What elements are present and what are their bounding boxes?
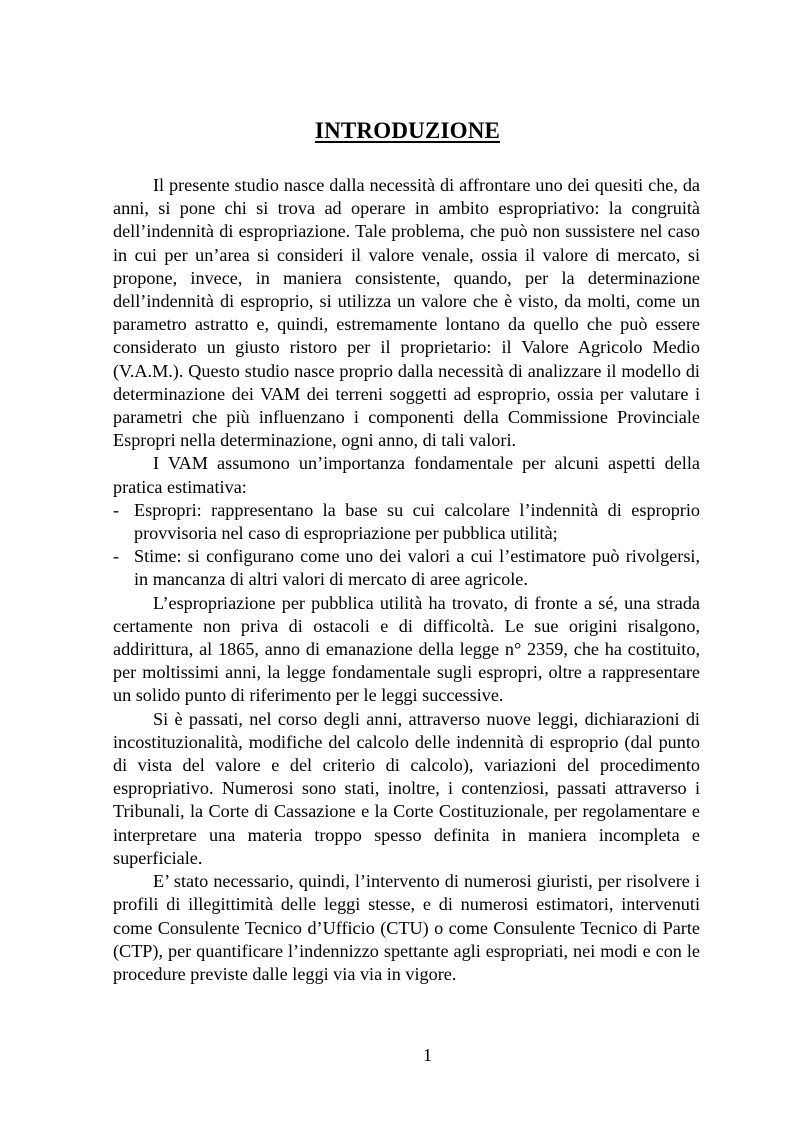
page-title: INTRODUZIONE bbox=[314, 118, 501, 143]
document-body bbox=[113, 174, 700, 986]
list-item bbox=[113, 545, 700, 591]
list-item-text: Espropri: rappresentano la base su cui calcolare l’indennità di esproprio provvisoria nel caso di espropriazione per pubblica utilità; bbox=[134, 499, 700, 544]
page-number: 1 bbox=[423, 1045, 432, 1065]
list-item-text: Stime: si configurano come uno dei valori a cui l’estimatore può rivolgersi, in mancanza di altri valori di mercato di aree agricole. bbox=[134, 546, 700, 590]
paragraph-2: I VAM assumono un’importanza fondamentale per alcuni aspetti della pratica estimativa: bbox=[113, 453, 700, 497]
paragraph-4: Si è passati, nel corso degli anni, attraverso nuove leggi, dichiarazioni di incostituzionalità, modifiche del calcolo delle indennità di esproprio (dal punto di vista del valore e del criterio di calcolo), variazioni del procedimento espropriativo. Numerosi sono stati, inoltre, i contenziosi, passati attraverso i Tribunali, la Corte di Cassazione e la Corte Costituzionale, per regolamentare e interpretare una materia troppo spesso definita in maniera incompleta e superficiale. bbox=[113, 708, 700, 868]
paragraph-3: L’espropriazione per pubblica utilità ha trovato, di fronte a sé, una strada certamente non priva di ostacoli e di difficoltà. Le sue origini risalgono, addirittura, al 1865, anno di emanazione della legge n° 2359, che ha costituito, per moltissimi anni, la legge fondamentale sugli espropri, oltre a rappresentare un solido punto di riferimento per le leggi successive. bbox=[113, 592, 700, 706]
list-marker: - bbox=[113, 546, 120, 567]
bullet-list bbox=[113, 499, 700, 592]
paragraph-1: Il presente studio nasce dalla necessità di affrontare uno dei quesiti che, da anni, si pone chi si trova ad operare in ambito espropriativo: la congruità dell’indennità di espropriazione. Tale problema, che può non sussistere nel caso in cui per un’area si consideri il valore venale, ossia il valore di mercato, si propone, invece, in maniera consistente, quando, per la determinazione dell’indennità di esproprio, si utilizza un valore che è visto, da molti, come un parametro astratto e, quindi, estremamente lontano da quello che può essere considerato un giusto ristoro per il proprietario: il Valore Agricolo Medio (V.A.M.). Questo studio nasce proprio dalla necessità di analizzare il modello di determinazione dei VAM dei terreni soggetti ad esproprio, ossia per valutare i parametri che più influenzano i componenti della Commissione Provinciale Espropri nella determinazione, ogni anno, di tali valori. bbox=[113, 175, 700, 451]
paragraph-5: E’ stato necessario, quindi, l’intervento di numerosi giuristi, per risolvere i profili di illegittimità delle leggi stesse, e di numerosi estimatori, intervenuti come Consulente Tecnico d’Ufficio (CTU) o come Consulente Tecnico di Parte (CTP), per quantificare l’indennizzo spettante agli espropriati, nei modi e con le procedure previste dalle leggi via via in vigore. bbox=[113, 871, 700, 984]
list-marker: - bbox=[113, 499, 120, 520]
list-item bbox=[113, 499, 700, 545]
